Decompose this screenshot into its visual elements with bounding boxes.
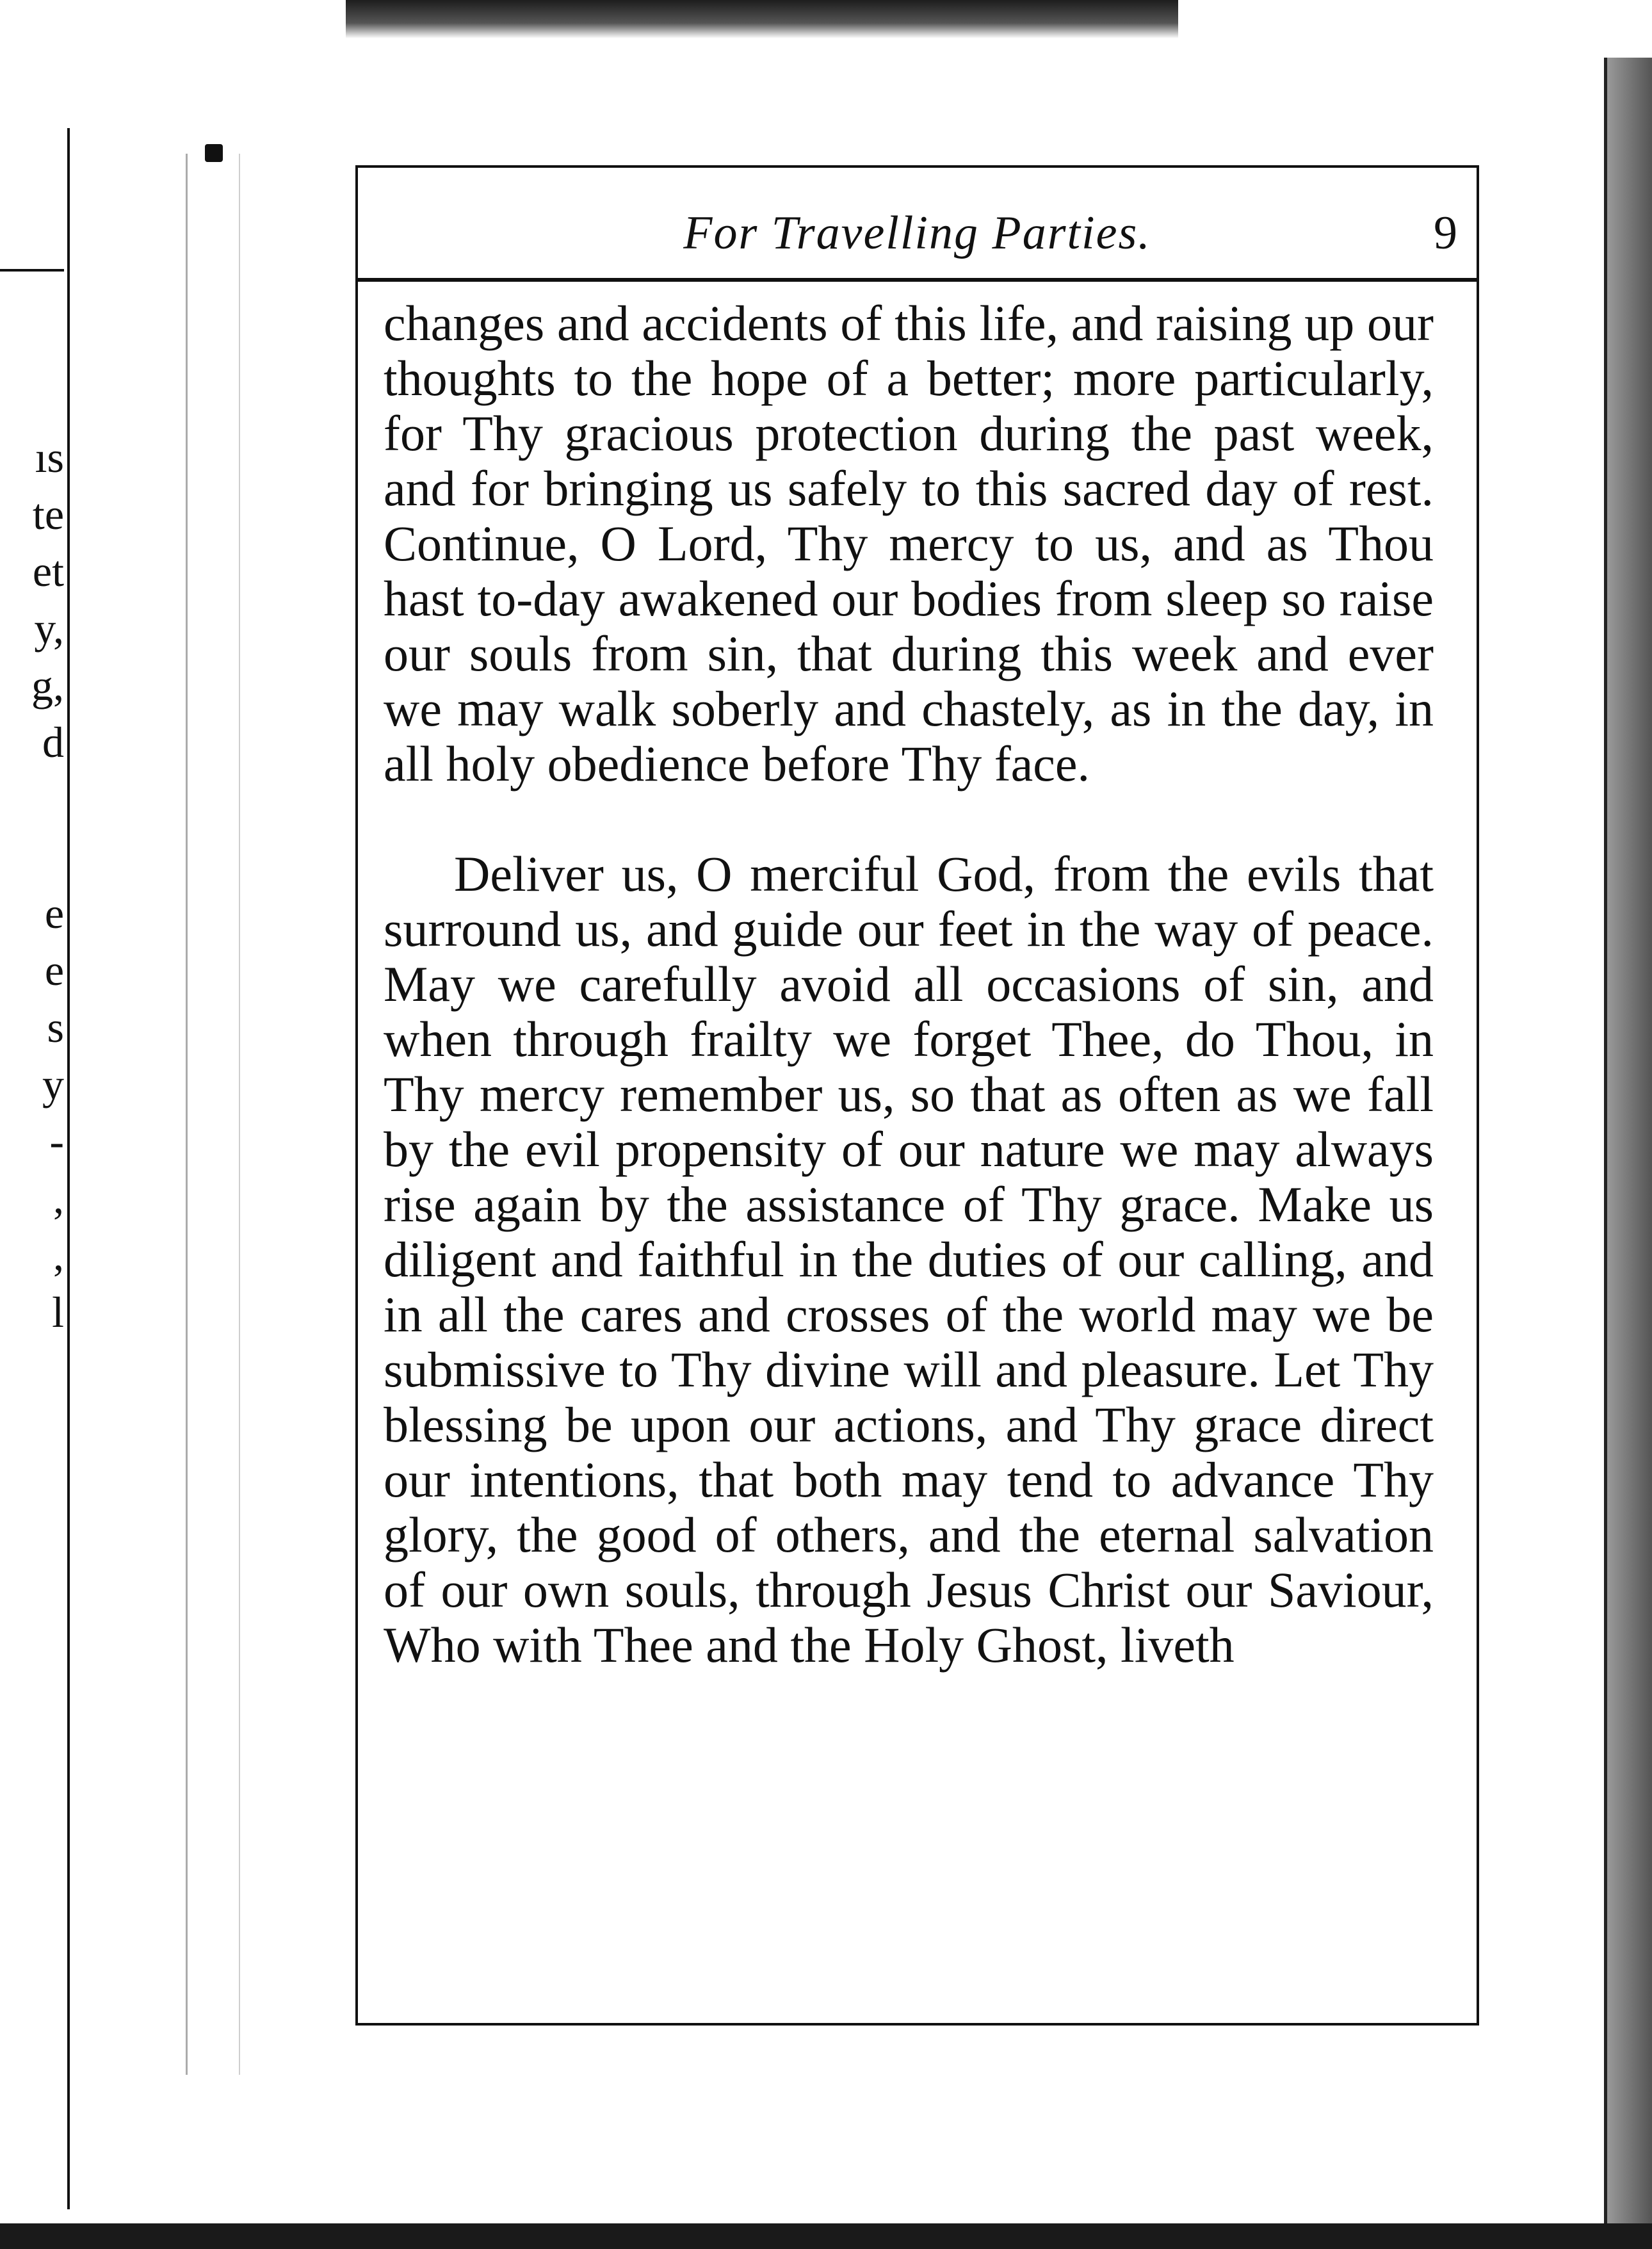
gutter-mark [205, 144, 223, 162]
paragraph: changes and accidents of this life, and raising up our thoughts to the hope of a better; more particularly, for Thy gracious protection during the past week, and for bringing us safely to this sacred day of rest. Continue, O Lord, Thy mercy to us, and as Thou hast to-day awakened our bodies from sleep so raise our souls from sin, that during this week and ever we may walk soberly and chastely, as in the day, in all holy obedience before Thy face. [384, 295, 1434, 792]
left-facing-page [0, 128, 70, 2209]
page-number: 9 [1434, 207, 1457, 259]
scan-bottom-edge [0, 2223, 1652, 2249]
left-fragment: te [32, 490, 64, 539]
left-fragment: , [53, 1174, 64, 1222]
page-edge [1604, 58, 1652, 2235]
running-head [358, 168, 1477, 282]
left-fragment: l [52, 1288, 64, 1336]
left-fragment: s [47, 1003, 64, 1051]
left-page-rule [0, 269, 64, 272]
left-fragment: , [53, 1231, 64, 1279]
paragraph: Deliver us, O merciful God, from the evils that surround us, and guide our feet in the way of peace. May we carefully avoid all occasions of sin, and when through frailty we forget Thee, do Thou, in Thy mercy remember us, so that as often as we fall by the evil propensity of our nature we may always rise again by the assistance of Thy grace. Make us diligent and faithful in the duties of our calling, and in all the cares and crosses of the world may we be submissive to Thy divine will and pleasure. Let Thy blessing be upon our actions, and Thy grace direct our intentions, that both may tend to advance Thy glory, the good of others, and the eternal salvation of our own souls, through Jesus Christ our Saviour, Who with Thee and the Holy Ghost, liveth [384, 846, 1434, 1673]
left-fragment: g, [31, 661, 64, 710]
page-frame [355, 165, 1479, 2026]
left-fragment: et [32, 547, 64, 596]
left-fragment: d [42, 718, 64, 767]
left-fragment: e [44, 946, 64, 995]
left-fragment: y, [34, 604, 64, 653]
left-fragment: ıs [35, 433, 64, 482]
scan-top-edge [346, 0, 1178, 38]
body-text [384, 296, 1434, 1673]
left-fragment: - [49, 1117, 64, 1165]
left-page-fragments [0, 429, 64, 1341]
left-fragment: y [42, 1060, 64, 1108]
left-fragment: e [44, 889, 64, 938]
running-title: For Travelling Parties. [683, 207, 1151, 259]
book-gutter [186, 154, 240, 2075]
